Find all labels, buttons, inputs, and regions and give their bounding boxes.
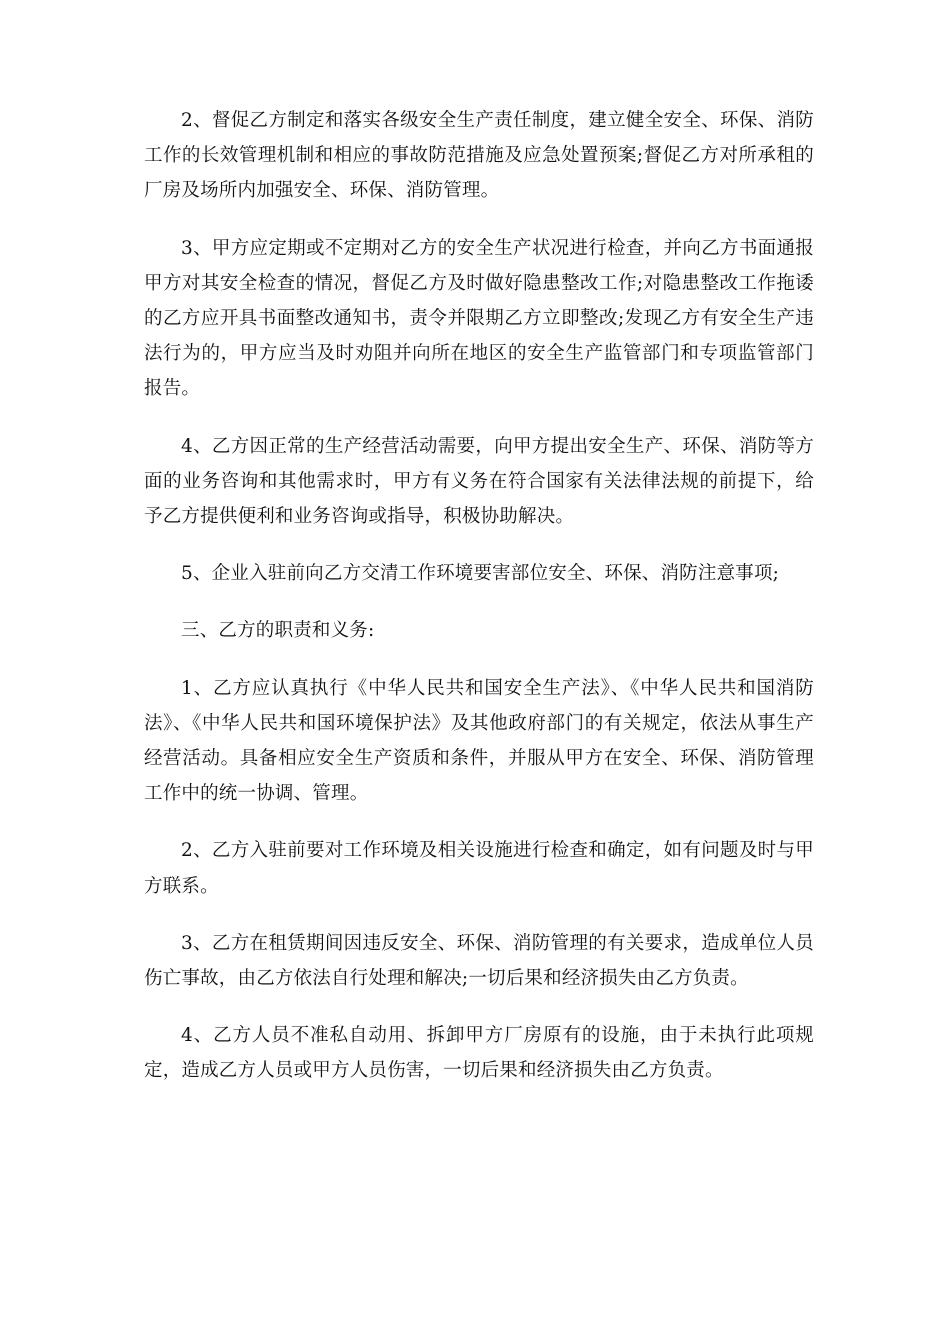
document-body [144, 103, 814, 1111]
clause-3-safety-inspection: 3、甲方应定期或不定期对乙方的安全生产状况进行检查，并向乙方书面通报甲方对其安全检查的情况，督促乙方及时做好隐患整改工作;对隐患整改工作拖诿的乙方应开具书面整改通知书，责令并限期乙方立即整改;发现乙方有安全生产违法行为的，甲方应当及时劝阻并向所在地区的安全生产监管部门和专项监管部门报告。 [144, 237, 814, 400]
clause-b4-facility-tampering: 4、乙方人员不准私自动用、拆卸甲方厂房原有的设施，由于未执行此项规定，造成乙方人员或甲方人员伤害，一切后果和经济损失由乙方负责。 [144, 1025, 814, 1082]
clause-4-consultation: 4、乙方因正常的生产经营活动需要，向甲方提出安全生产、环保、消防等方面的业务咨询和其他需求时，甲方有义务在符合国家有关法律法规的前提下，给予乙方提供便利和业务咨询或指导，积极协助解决。 [144, 435, 814, 528]
clause-b2-inspect-facilities: 2、乙方入驻前要对工作环境及相关设施进行检查和确定，如有问题及时与甲方联系。 [144, 840, 814, 897]
section-heading-party-b-duties: 三、乙方的职责和义务: [181, 620, 375, 642]
clause-2-supervise-responsibility: 2、督促乙方制定和落实各级安全生产责任制度，建立健全安全、环保、消防工作的长效管理机制和相应的事故防范措施及应急处置预案;督促乙方对所承租的厂房及场所内加强安全、环保、消防管理。 [144, 110, 814, 202]
clause-b1-comply-laws: 1、乙方应认真执行《中华人民共和国安全生产法》、《中华人民共和国消防法》、《中华人民共和国环境保护法》及其他政府部门的有关规定，依法从事生产经营活动。具备相应安全生产资质和条件，并服从甲方在安全、环保、消防管理工作中的统一协调、管理。 [144, 677, 814, 805]
clause-5-precautions: 5、企业入驻前向乙方交清工作环境要害部位安全、环保、消防注意事项; [181, 563, 780, 585]
clause-b3-liability: 3、乙方在租赁期间因违反安全、环保、消防管理的有关要求，造成单位人员伤亡事故，由乙方依法自行处理和解决;一切后果和经济损失由乙方负责。 [144, 932, 814, 990]
